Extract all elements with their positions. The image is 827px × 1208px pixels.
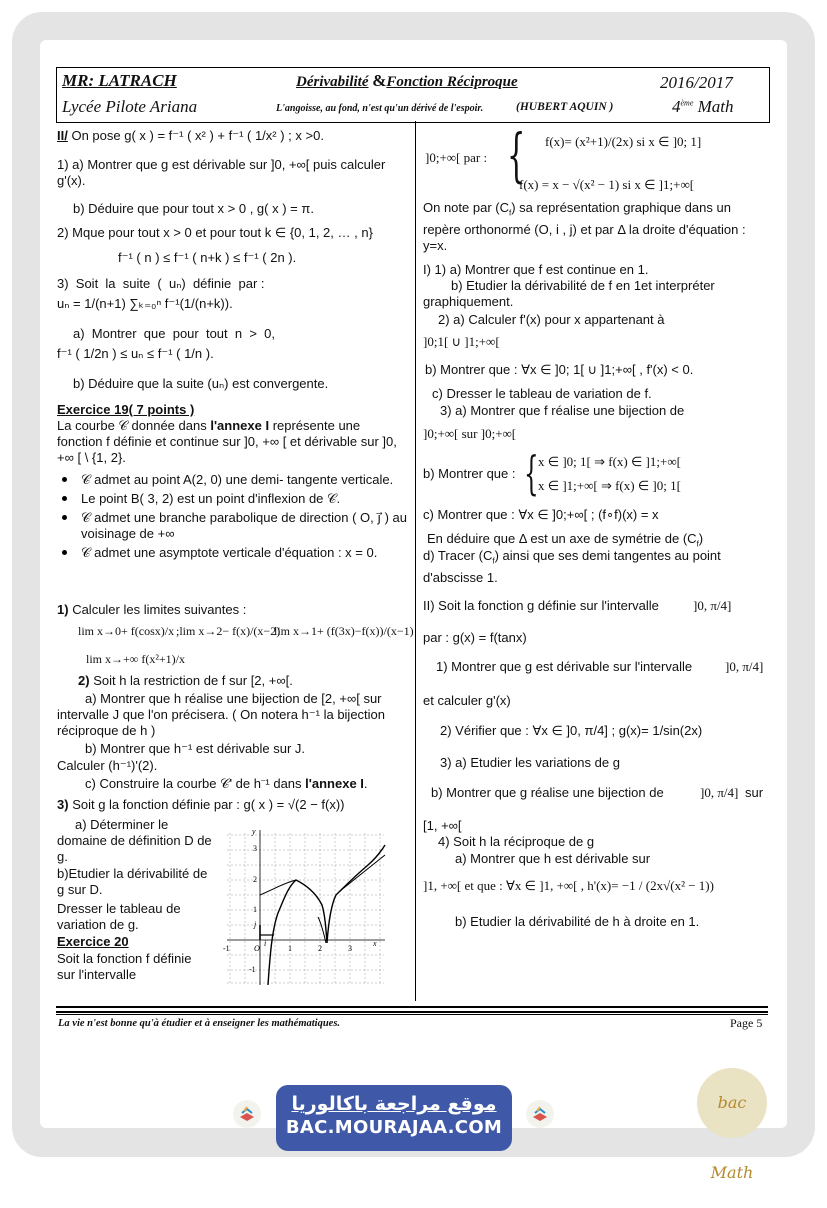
question-l3b: b)Etudier la dérivabilité de g sur D. <box>57 866 208 897</box>
limits-text: Calculer les limites suivantes : <box>72 602 247 617</box>
l2c-annex: l'annexe I <box>305 776 364 791</box>
question-1b: b) Déduire que pour tout x > 0 , g( x ) = π. <box>73 201 314 216</box>
ex19-intro-end: représente une fonction f définie et continue sur ]0, +∞ [ et dérivable sur ]0, +∞ [ \ {1, 2}. <box>57 418 397 465</box>
limits-heading <box>57 602 246 618</box>
brand-banner[interactable] <box>276 1085 512 1151</box>
footer-rule <box>56 1006 768 1008</box>
note-curve <box>423 200 768 254</box>
tick-y-2: 2 <box>253 875 257 884</box>
function-graph <box>222 825 392 990</box>
question-l2 <box>78 673 403 689</box>
l2c-end: . <box>363 776 368 791</box>
tick-x-1: 1 <box>288 944 292 953</box>
question-i3a: 3) a) Montrer que f réalise une bijection de <box>440 403 685 418</box>
axis-y-label: y <box>252 827 256 836</box>
def-interval: ]0;+∞[ par : <box>425 150 488 165</box>
bullet-item <box>62 545 407 561</box>
question-l2c <box>85 776 405 792</box>
question-i3a-interval: ]0;+∞[ sur ]0;+∞[ <box>423 426 517 441</box>
question-l2b-calc: Calculer (h⁻¹)'(2). <box>57 758 158 773</box>
exercise-19-intro <box>57 418 407 466</box>
book-icon <box>526 1100 554 1128</box>
bullet-text: 𝒞 admet au point A(2, 0) une demi- tangente verticale. <box>81 472 394 487</box>
tick-y-minus1: -1 <box>249 965 256 974</box>
ex19-intro-start: La courbe 𝒞 donnée dans <box>57 418 207 433</box>
bullet-list <box>62 472 407 561</box>
l2c-text: c) Construire la courbe 𝒞' de h⁻¹ dans <box>85 776 302 791</box>
i3e-sub: f <box>492 556 495 566</box>
axis-x-label: x <box>373 939 377 948</box>
level-word: Math <box>697 97 734 116</box>
teacher-name: MR: LATRACH <box>62 71 177 90</box>
question-l2a: a) Montrer que h réalise une bijection de [2, +∞[ sur intervalle J que l'on précisera. ( On notera h⁻¹ la bijection réciproque de h ) <box>57 691 386 738</box>
bullet-text: 𝒞 admet une branche parabolique de direction ( O, j⃗ ) au voisinage de +∞ <box>81 510 408 541</box>
part-ii-definition: par : g(x) = f(tanx) <box>423 630 527 645</box>
question-ii4a: a) Montrer que h est dérivable sur <box>455 851 651 866</box>
footer-rule <box>56 1011 768 1013</box>
bullet-item <box>62 472 407 488</box>
column-separator <box>415 121 416 1001</box>
i3d-text: En déduire que Δ est un axe de symétrie de (C <box>427 531 697 546</box>
function-definition <box>423 121 768 196</box>
bullet-dot <box>62 550 67 555</box>
brand-emblem-left <box>233 1100 261 1128</box>
ex19-annex-ref: l'annexe I <box>210 418 270 433</box>
question-3b: b) Déduire que la suite (uₙ) est convergente. <box>73 376 329 391</box>
note-sub: f <box>509 208 512 218</box>
i3e-end: ) ainsi que ses demi tangentes au point d'abscisse 1. <box>423 548 721 585</box>
question-ii2: 2) Vérifier que : ∀x ∈ ]0, π/4] ; g(x)= 1/sin(2x) <box>440 723 703 738</box>
note-text-b: ) sa représentation graphique dans un repère orthonormé (O, i , j) et par Δ la droite d'équation : y=x. <box>423 200 746 253</box>
i-label: i <box>264 939 267 948</box>
level-superscript: ème <box>680 98 694 108</box>
question-2-inequality: f⁻¹ ( n ) ≤ f⁻¹ ( n+k ) ≤ f⁻¹ ( 2n ). <box>118 250 297 265</box>
book-icon <box>233 1100 261 1128</box>
question-l3 <box>57 797 407 813</box>
question-ii4: 4) Soit h la réciproque de g <box>438 834 595 849</box>
tick-origin: O <box>254 944 260 953</box>
page-number: Page 5 <box>730 1016 763 1030</box>
topic-part-a: Dérivabilité <box>296 74 369 90</box>
bullet-dot <box>62 477 67 482</box>
brand-url: BAC.MOURAJAA.COM <box>285 1117 503 1138</box>
question-ii1: 1) Montrer que g est dérivable sur l'intervalle <box>436 659 693 674</box>
i3b-line-2: x ∈ ]1;+∞[ ⇒ f(x) ∈ ]0; 1[ <box>538 478 681 493</box>
header-quote: L'angoisse, au fond, n'est qu'un dérivé de l'espoir. <box>276 103 484 114</box>
question-ii4a-formula: ]1, +∞[ et que : ∀x ∈ ]1, +∞[ , h'(x)= −1 / (2x√(x² − 1)) <box>423 878 714 893</box>
i3b-line-1: x ∈ ]0; 1[ ⇒ f(x) ∈ ]1;+∞[ <box>538 454 681 469</box>
question-3a: a) Montrer que pour tout n > 0, <box>73 326 275 341</box>
question-1a: 1) a) Montrer que g est dérivable sur ]0, +∞[ puis calculer g'(x). <box>57 157 386 188</box>
exercise-19-title: Exercice 19( 7 points ) <box>57 402 195 417</box>
footer-rule <box>56 1014 768 1015</box>
tick-y-1: 1 <box>253 905 257 914</box>
question-i1a: I) 1) a) Montrer que f est continue en 1. <box>423 262 649 277</box>
def-brace: { <box>507 121 526 189</box>
inflexion-tangent <box>340 855 385 891</box>
question-ii3b: b) Montrer que g réalise une bijection de <box>431 785 664 800</box>
question-l3a: a) Déterminer le domaine de définition D de g. <box>57 817 212 864</box>
question-i2a-interval: ]0;1[ ∪ ]1;+∞[ <box>423 334 500 349</box>
question-i1b: b) Etudier la dérivabilité de f en 1et interpréter graphiquement. <box>423 278 715 309</box>
limit-2: ;lim x→2− f(x)/(x−2) <box>176 624 281 638</box>
i3e-text: d) Tracer (C <box>423 548 493 563</box>
document-topic <box>296 71 518 91</box>
bullet-dot <box>62 496 67 501</box>
tick-y-3: 3 <box>253 844 257 853</box>
question-3: 3) Soit la suite ( uₙ) définie par : <box>57 276 265 291</box>
part2-label: II/ <box>57 128 68 143</box>
part2-text: On pose g( x ) = f⁻¹ ( x² ) + f⁻¹ ( 1/x² ) ; x >0. <box>71 128 324 143</box>
def-case-2: f(x) = x − √(x² − 1) si x ∈ ]1;+∞[ <box>519 177 695 192</box>
question-i2b: b) Montrer que : ∀x ∈ ]0; 1[ ∪ ]1;+∞[ , f'(x) < 0. <box>425 362 694 377</box>
tick-x-2: 2 <box>318 944 322 953</box>
question-i2a: 2) a) Calculer f'(x) pour x appartenant à <box>438 312 665 327</box>
question-2: 2) Mque pour tout x > 0 et pour tout k ∈ {0, 1, 2, … , n} <box>57 225 373 240</box>
j-label: j <box>254 920 257 929</box>
topic-amp: & <box>372 71 387 90</box>
class-level <box>672 97 734 117</box>
limit-3: lim x→1+ (f(3x)−f(x))/(x−1) <box>274 624 414 638</box>
limit-4: lim x→+∞ f(x²+1)/x <box>86 652 186 666</box>
question-ii1-calc: et calculer g'(x) <box>423 693 511 708</box>
question-i3e <box>423 548 768 586</box>
question-3a-inequality: f⁻¹ ( 1/2n ) ≤ uₙ ≤ f⁻¹ ( 1/n ). <box>57 346 214 361</box>
note-text-a: On note par (C <box>423 200 509 215</box>
part2-definition <box>57 128 407 144</box>
i3d-sub: f <box>696 539 699 549</box>
question-ii3b-target: [1, +∞[ <box>423 818 462 833</box>
l3-number: 3) <box>57 797 69 812</box>
question-ii1-interval: ]0, π/4] <box>725 659 764 674</box>
brand-arabic: موقع مراجعة باكالوريا <box>291 1093 497 1115</box>
bullet-text: 𝒞 admet une asymptote verticale d'équation : x = 0. <box>81 545 378 560</box>
l2-text: Soit h la restriction de f sur [2, +∞[. <box>93 673 293 688</box>
school-year: 2016/2017 <box>660 73 733 92</box>
level-number: 4 <box>672 97 681 116</box>
part-ii-interval: ]0, π/4] <box>693 598 732 613</box>
brand-emblem-right <box>526 1100 554 1128</box>
bullet-dot <box>62 515 67 520</box>
limit-1: lim x→0+ f(cosx)/x <box>78 624 175 638</box>
school-name: Lycée Pilote Ariana <box>62 97 198 116</box>
question-ii4b: b) Etudier la dérivabilité de h à droite en 1. <box>455 914 700 929</box>
curve-c <box>268 845 385 985</box>
limits-number: 1) <box>57 602 69 617</box>
bac-math-logo: bac Math <box>697 1068 767 1138</box>
graph-grid <box>227 833 384 985</box>
question-l3c: Dresser le tableau de variation de g. <box>57 901 181 932</box>
i3b-brace: { <box>524 446 539 500</box>
question-i3b: b) Montrer que : <box>423 466 516 481</box>
question-ii3b-sur: sur <box>745 785 764 800</box>
l2-number: 2) <box>78 673 90 688</box>
l3-text: Soit g la fonction définie par : g( x ) = √(2 − f(x)) <box>72 797 345 812</box>
exercise-20-intro: Soit la fonction f définie sur l'intervalle <box>57 951 192 982</box>
question-ii3b-interval: ]0, π/4] <box>700 785 739 800</box>
topic-part-b: Fonction Réciproque <box>386 74 518 90</box>
tick-x-3: 3 <box>348 944 352 953</box>
part-ii-intro: II) Soit la fonction g définie sur l'intervalle <box>423 598 659 613</box>
tick-x-minus1: -1 <box>223 944 230 953</box>
quote-author: (HUBERT AQUIN ) <box>516 101 614 113</box>
bullet-item <box>62 510 407 542</box>
question-ii3a: 3) a) Etudier les variations de g <box>440 755 620 770</box>
question-i3c: c) Montrer que : ∀x ∈ ]0;+∞[ ; (f∘f)(x) = x <box>423 507 659 522</box>
question-i2c: c) Dresser le tableau de variation de f. <box>432 386 652 401</box>
sequence-definition: uₙ = 1/(n+1) ∑ₖ₌₀ⁿ f⁻¹(1/(n+k)). <box>57 296 233 311</box>
question-l2b: b) Montrer que h⁻¹ est dérivable sur J. <box>85 741 306 756</box>
bullet-text: Le point B( 3, 2) est un point d'inflexion de 𝒞. <box>81 491 341 506</box>
bullet-item <box>62 491 407 507</box>
def-case-1: f(x)= (x²+1)/(2x) si x ∈ ]0; 1] <box>545 134 702 149</box>
exercise-20-title: Exercice 20 <box>57 934 129 949</box>
i3d-end: ) <box>698 531 704 546</box>
footer-motto: La vie n'est bonne qu'à étudier et à enseigner les mathématiques. <box>58 1018 341 1029</box>
